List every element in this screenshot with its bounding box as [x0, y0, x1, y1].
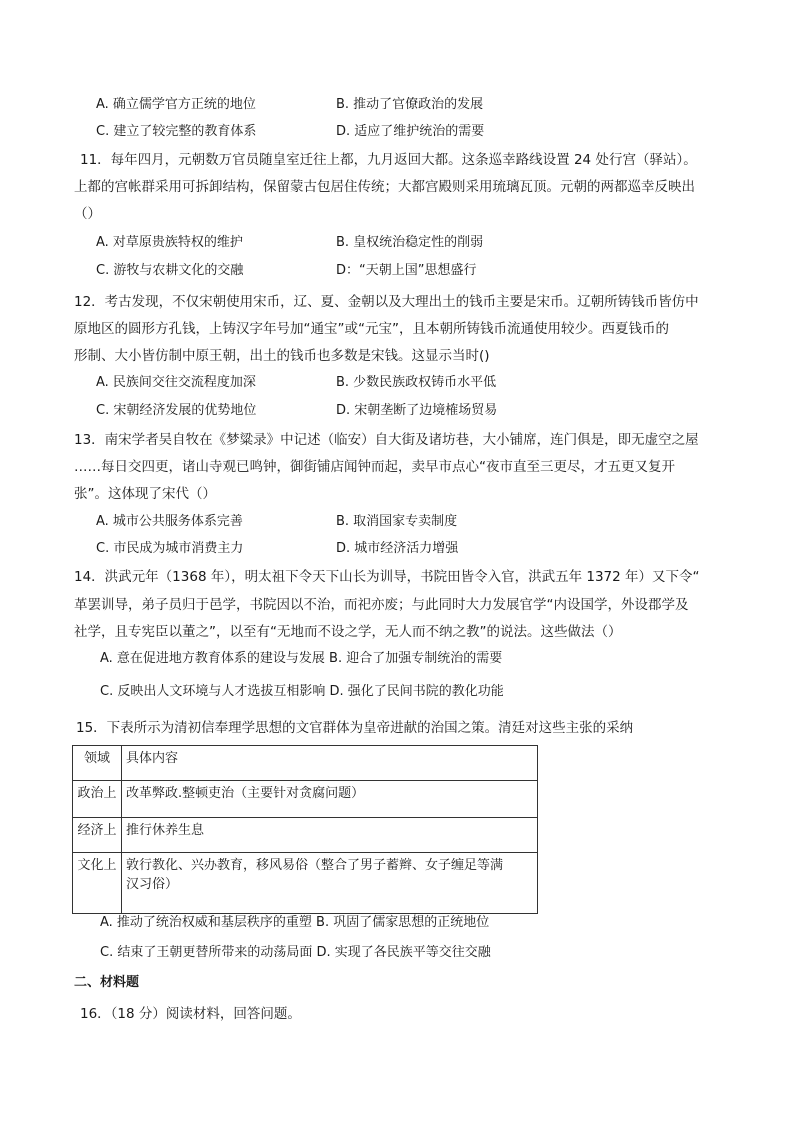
q14-options-ab: A. 意在促进地方教育体系的建设与发展 B. 迎合了加强专制统治的需要: [100, 651, 503, 666]
table-header-cell: 具体内容: [122, 746, 538, 781]
q13-option-b: B. 取消国家专卖制度: [336, 514, 458, 529]
q12-stem-line1: 12．考古发现，不仅宋朝使用宋币，辽、夏、金朝以及大理出土的钱币主要是宋币。辽朝所铸钱币皆仿中: [74, 294, 699, 310]
q16-stem: 16．（18 分）阅读材料，回答问题。: [80, 1006, 301, 1022]
q12-option-d: D. 宋朝垄断了边境榷场贸易: [336, 403, 498, 418]
table-cell: 文化上: [73, 853, 122, 914]
q10-option-c: C. 建立了较完整的教育体系: [96, 124, 257, 139]
q11-option-b: B. 皇权统治稳定性的削弱: [336, 235, 484, 250]
q14-stem-line3: 社学，且专宪臣以董之”，以至有“无地而不设之学，无人而不纳之教”的说法。这些做法（）: [74, 624, 622, 640]
table-row: [73, 853, 538, 914]
q11-option-d: D：“天朝上国”思想盛行: [336, 263, 477, 278]
table-cell: [122, 853, 538, 914]
table-cell: 政治上: [73, 781, 122, 818]
section-heading: 二、材料题: [74, 975, 140, 990]
q15-options-cd: C. 结束了王朝更替所带来的动荡局面 D. 实现了各民族平等交往交融: [100, 945, 491, 960]
table-cell: 推行休养生息: [122, 818, 538, 853]
q13-stem-line3: 张”。这体现了宋代（）: [74, 486, 216, 502]
q11-option-c: C. 游牧与农耕文化的交融: [96, 263, 244, 278]
q11-option-a: A. 对草原贵族特权的维护: [96, 235, 243, 250]
q13-stem-line1: 13．南宋学者吴自牧在《梦粱录》中记述（临安）自大街及诸坊巷，大小铺席，连门俱是，即无虚空之屋: [74, 432, 699, 448]
q11-stem-line3: （）: [74, 206, 101, 222]
q14-options-cd: C. 反映出人文环境与人才选拔互相影响 D. 强化了民间书院的教化功能: [100, 684, 504, 699]
q10-option-d: D. 适应了维护统治的需要: [336, 124, 485, 139]
table-row: [73, 818, 538, 853]
q12-stem-line3: 形制、大小皆仿制中原王朝，出土的钱币也多数是宋钱。这显示当时(): [74, 348, 490, 364]
table-cell: 经济上: [73, 818, 122, 853]
q15-stem-line1: 15．下表所示为清初信奉理学思想的文官群体为皇帝进献的治国之策。清廷对这些主张的采纳: [76, 720, 634, 736]
q12-option-c: C. 宋朝经济发展的优势地位: [96, 403, 257, 418]
q12-option-b: B. 少数民族政权铸币水平低: [336, 375, 497, 390]
table-cell-line: 敦行教化、兴办教育，移风易俗（整合了男子蓄辫、女子缠足等满: [126, 858, 504, 873]
q13-option-a: A. 城市公共服务体系完善: [96, 514, 243, 529]
q11-stem-line2: 上都的宫帐群采用可拆卸结构，保留蒙古包居住传统；大都宫殿则采用琉璃瓦顶。元朝的两都巡幸反映出: [74, 179, 695, 195]
q14-stem-line2: 革罢训导，弟子员归于邑学，书院因以不治，而祀亦废；与此同时大力发展官学“内设国学，外设郡学及: [74, 597, 689, 613]
table-cell: 改革弊政.整顿吏治（主要针对贪腐问题）: [122, 781, 538, 818]
table-row: [73, 781, 538, 818]
table-header-cell: 领域: [73, 746, 122, 781]
table-header-row: [73, 746, 538, 781]
q13-option-d: D. 城市经济活力增强: [336, 541, 459, 556]
q13-stem-line2: ……每日交四更，诸山寺观已鸣钟，御街铺店闻钟而起，卖早市点心“夜市直至三更尽，才五更又复开: [74, 459, 675, 475]
q11-stem-line1: 11．每年四月，元朝数万官员随皇室迁往上都，九月返回大都。这条巡幸路线设置 24 处行宫（驿站）。: [80, 152, 697, 168]
q14-stem-line1: 14．洪武元年（1368 年），明太祖下令天下山长为训导，书院田皆令入官，洪武五年 1372 年）又下令“: [74, 569, 700, 585]
q12-option-a: A. 民族间交往交流程度加深: [96, 375, 256, 390]
q15-table: [72, 745, 538, 914]
q10-option-b: B. 推动了官僚政治的发展: [336, 97, 484, 112]
q12-stem-line2: 原地区的圆形方孔钱，上铸汉字年号加“通宝”或“元宝”，且本朝所铸钱币流通使用较少。西夏钱币的: [74, 321, 669, 337]
q15-options-ab: A. 推动了统治权威和基层秩序的重塑 B. 巩固了儒家思想的正统地位: [100, 915, 490, 930]
q10-option-a: A. 确立儒学官方正统的地位: [96, 97, 256, 112]
table-cell-line: 汉习俗）: [126, 877, 179, 892]
q13-option-c: C. 市民成为城市消费主力: [96, 541, 244, 556]
